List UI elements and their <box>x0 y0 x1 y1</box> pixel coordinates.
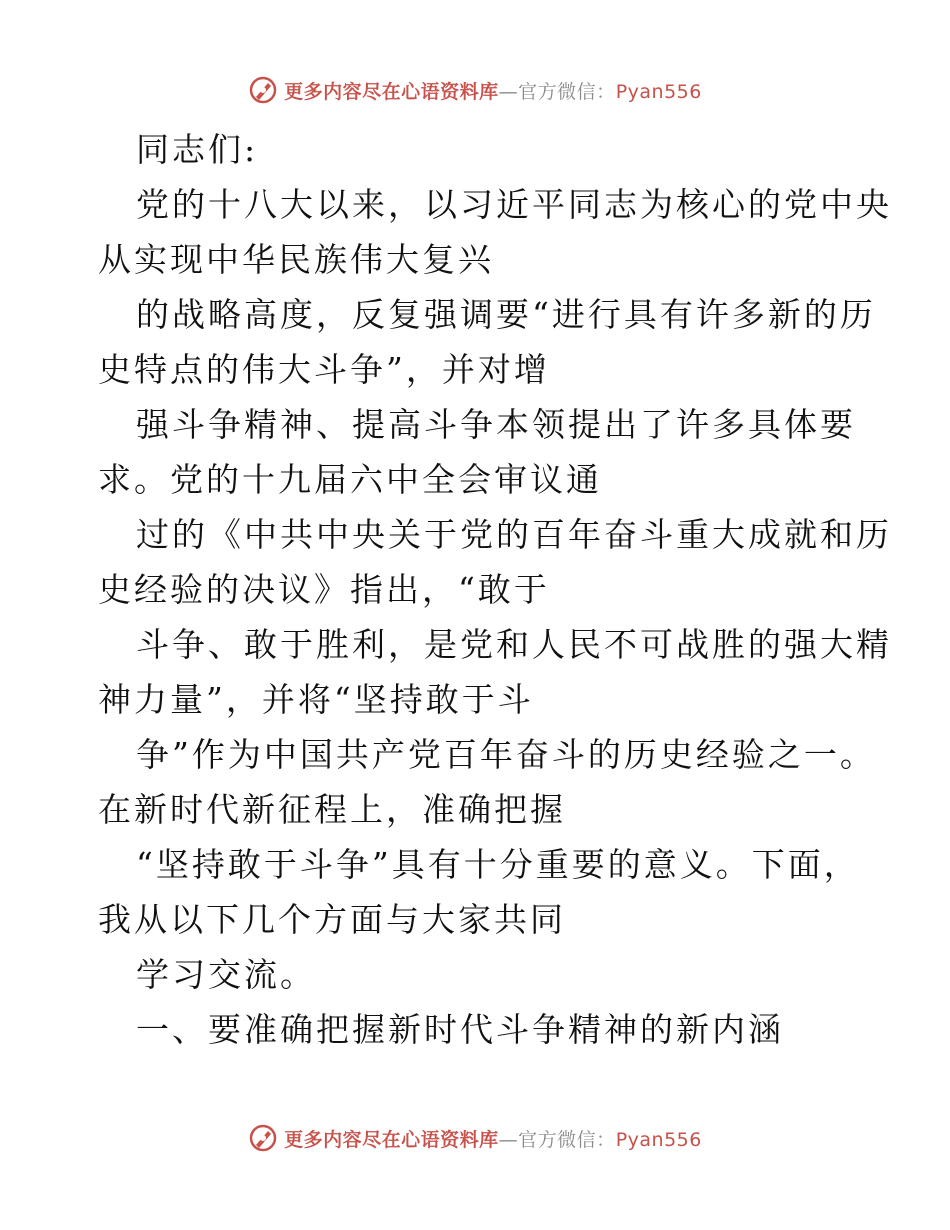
watermark-wechat-id: Pyan556 <box>615 80 702 103</box>
body-line: 同志们: <box>136 130 259 169</box>
section-heading: 一、要准确把握新时代斗争精神的新内涵 <box>136 1010 784 1049</box>
watermark-wechat-label: 官方微信： <box>518 1128 616 1151</box>
body-line: 在新时代新征程上，准确把握 <box>98 790 566 829</box>
body-line: 求。党的十九届六中全会审议通 <box>98 460 602 499</box>
body-line: 我从以下几个方面与大家共同 <box>98 900 566 939</box>
watermark-highlight: 更多内容尽在心语资料库 <box>284 80 499 103</box>
body-line: 神力量”，并将“坚持敢于斗 <box>98 680 534 719</box>
body-line: 强斗争精神、提高斗争本领提出了许多具体要 <box>136 405 856 444</box>
body-line: 史特点的伟大斗争”，并对增 <box>98 350 550 389</box>
body-line: 过的《中共中央关于党的百年奋斗重大成就和历 <box>136 515 892 554</box>
watermark-wechat-label: 官方微信： <box>518 80 616 103</box>
body-line: 的战略高度，反复强调要“进行具有许多新的历 <box>136 295 876 334</box>
body-line: 从实现中华民族伟大复兴 <box>98 240 494 279</box>
watermark-wechat-id: Pyan556 <box>615 1128 702 1151</box>
body-line: 斗争、敢于胜利，是党和人民不可战胜的强大精 <box>136 625 892 664</box>
watermark-text <box>284 1125 702 1152</box>
body-line: “坚持敢于斗争”具有十分重要的意义。下面， <box>136 845 860 884</box>
pen-logo-icon <box>248 75 278 105</box>
watermark-separator: — <box>498 80 519 103</box>
watermark-separator: — <box>498 1128 519 1151</box>
body-line: 争”作为中国共产党百年奋斗的历史经验之一。 <box>136 735 876 774</box>
watermark-highlight: 更多内容尽在心语资料库 <box>284 1128 499 1151</box>
body-line: 学习交流。 <box>136 955 316 994</box>
header-watermark <box>0 70 950 110</box>
watermark-text <box>284 77 702 104</box>
body-line: 党的十八大以来，以习近平同志为核心的党中央 <box>136 185 892 224</box>
pen-logo-icon <box>248 1123 278 1153</box>
document-body <box>98 122 892 1057</box>
body-line: 史经验的决议》指出，“敢于 <box>98 570 550 609</box>
footer-watermark <box>0 1118 950 1158</box>
